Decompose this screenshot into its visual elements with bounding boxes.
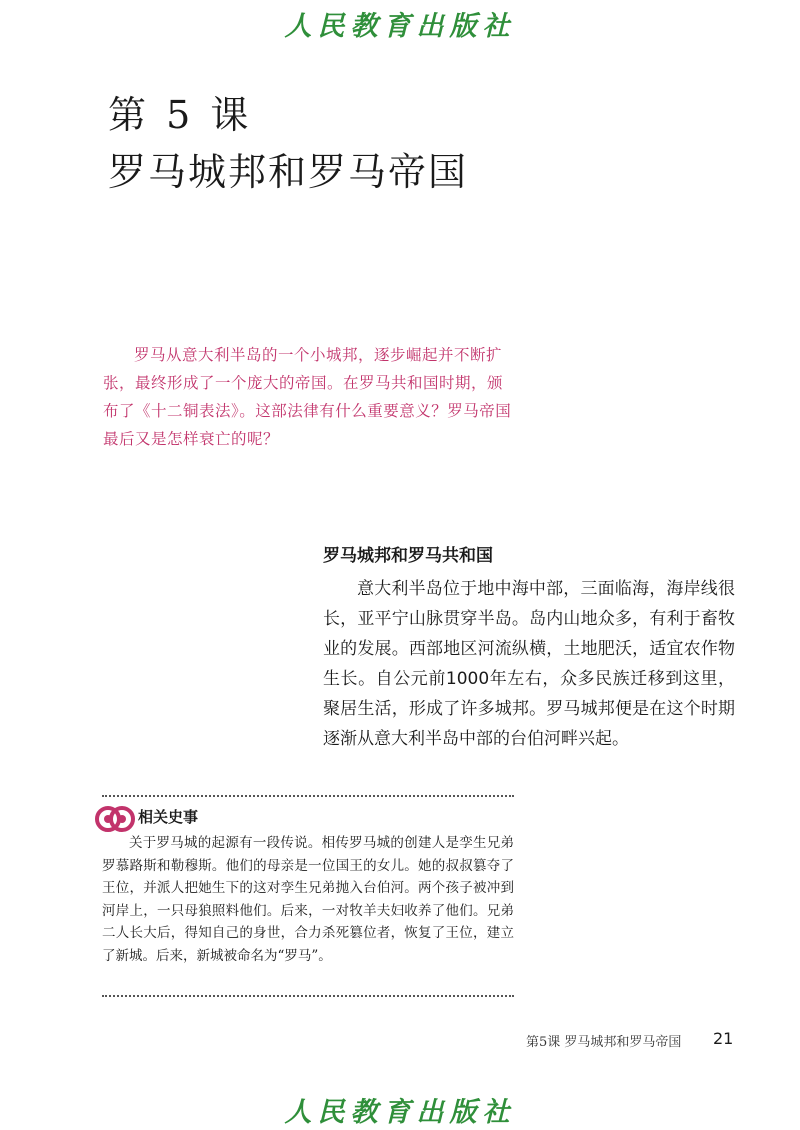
lesson-title: 罗马城邦和罗马帝国 xyxy=(108,150,469,194)
box-divider-bottom xyxy=(102,995,514,997)
publisher-logo-bottom: 人民教育出版社 xyxy=(284,1097,516,1128)
related-history-text: 关于罗马城的起源有一段传说。相传罗马城的创建人是孪生兄弟罗慕路斯和勒穆斯。他们的母亲是一位国王的女儿。她的叔叔篡夺了王位，并派人把她生下的这对孪生兄弟抛入台伯河。两个孩子被冲到河岸上，一只母狼照料他们。后来，一对牧羊夫妇收养了他们。兄弟二人长大后，得知自己的身世，合力杀死篡位者，恢复了王位，建立了新城。后来，新城被命名为“罗马”。 xyxy=(102,835,514,964)
publisher-logo-top: 人民教育出版社 xyxy=(284,11,516,42)
box-divider-top xyxy=(102,795,514,797)
related-history-icon xyxy=(95,804,135,834)
lesson-intro: 罗马从意大利半岛的一个小城邦，逐步崛起并不断扩张，最终形成了一个庞大的帝国。在罗马共和国时期，颁布了《十二铜表法》。这部法律有什么重要意义？罗马帝国最后又是怎样衰亡的呢？ xyxy=(103,346,512,448)
footer-lesson-label: 第5课 罗马城邦和罗马帝国 xyxy=(526,1035,682,1050)
related-history-title: 相关史事 xyxy=(138,808,199,826)
section-heading: 罗马城邦和罗马共和国 xyxy=(323,546,493,566)
lesson-number: 第 5 课 xyxy=(108,93,253,137)
page-number: 21 xyxy=(713,1029,734,1048)
section-paragraph: 意大利半岛位于地中海中部，三面临海，海岸线很长，亚平宁山脉贯穿半岛。岛内山地众多，有利于畜牧业的发展。西部地区河流纵横，土地肥沃，适宜农作物生长。自公元前1000年左右，众多民族迁移到这里，聚居生活，形成了许多城邦。罗马城邦便是在这个时期逐渐从意大利半岛中部的台伯河畔兴起。 xyxy=(323,579,735,749)
